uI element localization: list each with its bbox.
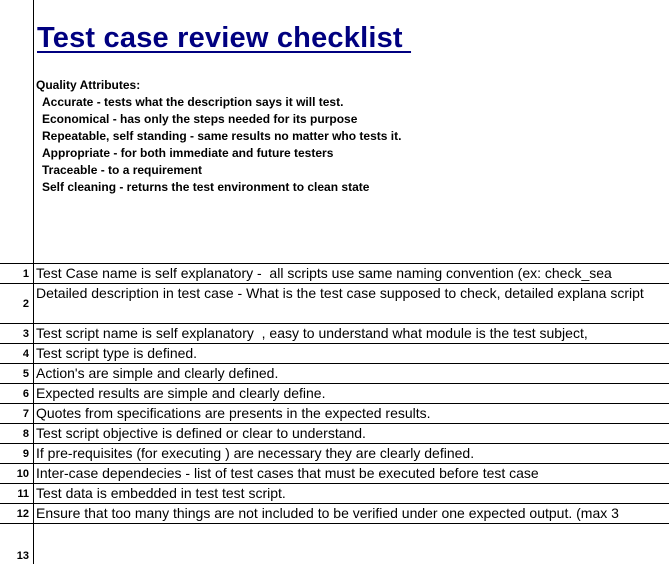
table-row[interactable] xyxy=(0,404,669,424)
row-number: 13 xyxy=(16,550,29,562)
table-row[interactable] xyxy=(0,263,669,284)
table-row[interactable] xyxy=(0,444,669,464)
table-row[interactable] xyxy=(0,524,669,564)
page-title: Test case review checklist xyxy=(37,22,412,54)
quality-attribute-item: Traceable - to a requirement xyxy=(42,163,203,177)
row-number: 4 xyxy=(22,347,29,360)
row-number: 7 xyxy=(22,407,29,420)
row-text[interactable]: Detailed description in test case - What is the test case supposed to check, detailed explana script xyxy=(33,284,669,323)
row-text[interactable]: Test script type is defined. xyxy=(33,344,669,363)
checklist-table xyxy=(0,263,669,564)
table-row[interactable] xyxy=(0,504,669,524)
table-row[interactable] xyxy=(0,344,669,364)
row-text[interactable]: Inter-case dependecies - list of test cases that must be executed before test case xyxy=(33,464,669,483)
row-number: 9 xyxy=(22,447,29,460)
row-text[interactable]: Test data is embedded in test test script. xyxy=(33,484,669,503)
row-text[interactable]: Test script name is self explanatory , easy to understand what module is the test subject, xyxy=(33,324,669,343)
table-row[interactable] xyxy=(0,364,669,384)
row-number: 1 xyxy=(22,267,29,280)
row-number: 3 xyxy=(22,327,29,340)
row-number: 6 xyxy=(22,387,29,400)
row-text[interactable] xyxy=(33,524,669,564)
row-number: 11 xyxy=(17,487,29,500)
row-number: 12 xyxy=(16,507,29,520)
quality-attribute-item: Accurate - tests what the description says it will test. xyxy=(42,95,344,109)
table-row[interactable] xyxy=(0,384,669,404)
row-text[interactable]: If pre-requisites (for executing ) are necessary they are clearly defined. xyxy=(33,444,669,463)
quality-attributes-list xyxy=(42,94,401,196)
quality-attribute-item: Appropriate - for both immediate and future testers xyxy=(42,146,334,160)
row-text[interactable]: Test Case name is self explanatory - all scripts use same naming convention (ex: check_sea xyxy=(33,264,669,283)
quality-attributes-heading: Quality Attributes: xyxy=(36,78,141,92)
row-text[interactable]: Ensure that too many things are not included to be verified under one expected output. (max 3 xyxy=(33,504,669,523)
table-row[interactable] xyxy=(0,284,669,324)
row-text[interactable]: Test script objective is defined or clear to understand. xyxy=(33,424,669,443)
row-text[interactable]: Action's are simple and clearly defined. xyxy=(33,364,669,383)
table-row[interactable] xyxy=(0,424,669,444)
table-row[interactable] xyxy=(0,324,669,344)
row-text[interactable]: Quotes from specifications are presents in the expected results. xyxy=(33,404,669,423)
quality-attribute-item: Repeatable, self standing - same results no matter who tests it. xyxy=(42,129,402,143)
quality-attribute-item: Economical - has only the steps needed for its purpose xyxy=(42,112,358,126)
quality-attribute-item: Self cleaning - returns the test environment to clean state xyxy=(42,180,370,194)
row-number: 2 xyxy=(22,297,29,310)
table-row[interactable] xyxy=(0,464,669,484)
row-text[interactable]: Expected results are simple and clearly define. xyxy=(33,384,669,403)
table-row[interactable] xyxy=(0,484,669,504)
row-number: 8 xyxy=(22,427,29,440)
row-number: 5 xyxy=(22,367,29,380)
row-number: 10 xyxy=(16,467,29,480)
